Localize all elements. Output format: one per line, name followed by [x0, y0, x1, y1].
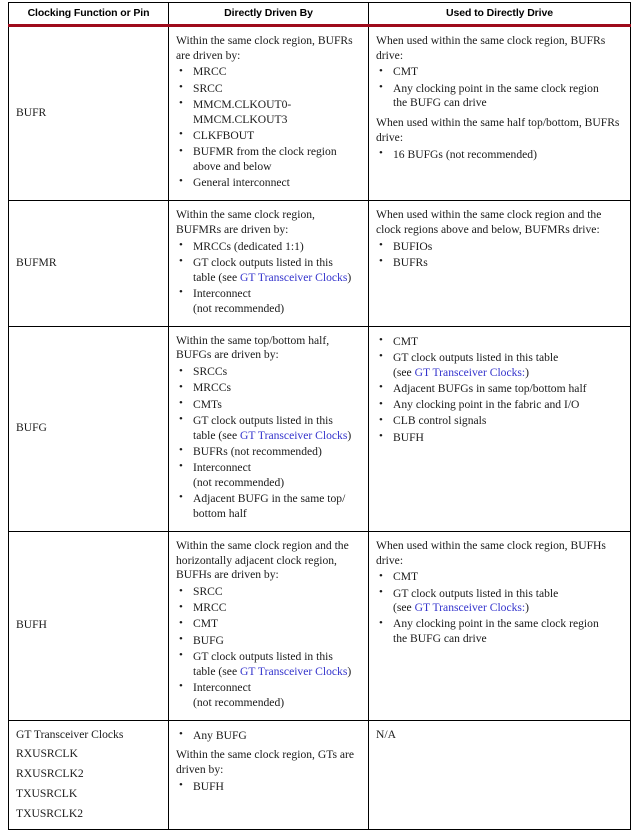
- list-item-text: MRCC: [193, 601, 227, 615]
- bullet-list: [176, 365, 361, 521]
- table-body: [9, 26, 631, 830]
- list-item-continuation-prefix: table (see: [193, 428, 240, 442]
- list-item-continuation: [393, 601, 623, 616]
- list-item: [376, 351, 623, 380]
- list-item-text: SRCC: [193, 81, 223, 95]
- bullet-list: [176, 240, 361, 317]
- list-item-text: Any clocking point in the same clock region: [393, 81, 599, 95]
- list-item: [376, 431, 623, 446]
- list-item-continuation-suffix: ): [525, 601, 530, 615]
- list-item: [176, 492, 361, 521]
- list-item-text: General interconnect: [193, 175, 290, 189]
- list-item: [176, 617, 361, 632]
- list-item: [376, 256, 623, 271]
- list-item: [176, 780, 361, 795]
- cell-intro-text-secondary: When used within the same half top/bottom, BUFRs drive:: [376, 116, 620, 144]
- list-item-text: MRCC: [193, 65, 227, 79]
- cross-reference-link[interactable]: GT Transceiver Clocks: [240, 428, 348, 442]
- list-item-text: CMT: [393, 65, 419, 79]
- list-item: [176, 398, 361, 413]
- list-item: [376, 240, 623, 255]
- row-label: BUFH: [16, 617, 47, 631]
- driven-by-cell: [169, 26, 369, 201]
- list-item-text: CMT: [193, 617, 219, 631]
- table-header-row: [9, 3, 631, 26]
- table-row: [9, 326, 631, 531]
- row-label-pin-rxusrclk2: RXUSRCLK2: [16, 767, 84, 781]
- used-to-drive-cell: [369, 26, 631, 201]
- row-label-pin-txusrclk: TXUSRCLK: [16, 786, 78, 800]
- row-label: BUFG: [16, 420, 47, 434]
- list-item: [176, 176, 361, 191]
- list-item-text: BUFRs (not recommended): [193, 444, 322, 458]
- list-item: [176, 98, 361, 127]
- list-item-continuation-prefix: (see: [393, 601, 415, 615]
- list-item: [176, 240, 361, 255]
- column-header-clocking-function-or-pin: Clocking Function or Pin: [9, 3, 169, 26]
- list-item-text: MMCM.CLKOUT0-: [193, 97, 292, 111]
- list-item-continuation-prefix: table (see: [193, 270, 240, 284]
- bullet-list-secondary: [376, 148, 623, 163]
- list-item: [376, 382, 623, 397]
- list-item-text: GT clock outputs listed in this: [193, 255, 333, 269]
- table-header: [9, 3, 631, 26]
- bullet-list: [376, 570, 623, 647]
- list-item-text: Interconnect: [193, 286, 251, 300]
- bullet-list: [376, 65, 623, 111]
- list-item-continuation-suffix: ): [347, 270, 352, 284]
- list-item: [376, 82, 623, 111]
- list-item-text: 16 BUFGs (not recommended): [393, 147, 537, 161]
- list-item: [176, 287, 361, 316]
- list-item-continuation-prefix: table (see: [193, 664, 240, 678]
- row-label-cell: [9, 201, 169, 327]
- list-item-continuation-suffix: ): [347, 428, 352, 442]
- list-item-text: BUFH: [393, 430, 424, 444]
- used-to-drive-cell: [369, 720, 631, 830]
- list-item: [176, 129, 361, 144]
- list-item-text: MRCCs (dedicated 1:1): [193, 239, 304, 253]
- list-item-continuation: [193, 429, 361, 444]
- list-item-text: BUFIOs: [393, 239, 433, 253]
- table-row: [9, 531, 631, 720]
- cross-reference-link[interactable]: GT Transceiver Clocks:: [414, 365, 526, 379]
- list-item-text: Adjacent BUFG in the same top/: [193, 491, 346, 505]
- list-item-text: GT clock outputs listed in this table: [393, 586, 559, 600]
- cross-reference-link[interactable]: GT Transceiver Clocks: [240, 664, 348, 678]
- list-item: [376, 398, 623, 413]
- cell-intro-text: When used within the same clock region and the clock regions above and below, BUFMRs drive:: [376, 208, 602, 236]
- list-item: [376, 148, 623, 163]
- list-item: [176, 414, 361, 443]
- list-item-text: Any clocking point in the same clock region: [393, 617, 599, 631]
- list-item-continuation: the BUFG can drive: [393, 632, 487, 646]
- list-item-continuation: (not recommended): [193, 695, 285, 709]
- list-item-text: CLB control signals: [393, 414, 487, 428]
- list-item-text: SRCC: [193, 585, 223, 598]
- list-item: [376, 414, 623, 429]
- list-item-continuation: the BUFG can drive: [393, 96, 487, 110]
- cross-reference-link[interactable]: GT Transceiver Clocks: [240, 270, 348, 284]
- list-item: [176, 65, 361, 80]
- row-label-pin-rxusrclk: RXUSRCLK: [16, 747, 78, 761]
- list-item-text: CMTs: [193, 397, 222, 411]
- used-to-drive-cell: [369, 531, 631, 720]
- table-row: [9, 26, 631, 201]
- list-item: [176, 729, 361, 744]
- clocking-resources-table: [8, 2, 631, 830]
- table-row: [9, 720, 631, 830]
- cell-intro-text: When used within the same clock region, BUFHs drive:: [376, 538, 606, 567]
- row-label-pin-txusrclk2: TXUSRCLK2: [16, 806, 83, 820]
- list-item: [176, 256, 361, 285]
- bullet-list: [176, 729, 361, 744]
- list-item-continuation-suffix: ): [525, 365, 530, 379]
- list-item: [176, 145, 361, 174]
- bullet-list: [176, 65, 361, 190]
- column-header-used-to-directly-drive: Used to Directly Drive: [369, 3, 631, 26]
- list-item: [176, 445, 361, 460]
- column-header-directly-driven-by: Directly Driven By: [169, 3, 369, 26]
- bullet-list-secondary: [176, 780, 361, 795]
- bullet-list: [376, 335, 623, 446]
- list-item: [176, 365, 361, 380]
- list-item-text: Interconnect: [193, 460, 251, 474]
- list-item-text: BUFRs: [393, 255, 428, 269]
- row-label-cell: [9, 26, 169, 201]
- list-item-text: GT clock outputs listed in this table: [393, 350, 559, 364]
- list-item: [176, 681, 361, 710]
- driven-by-cell: [169, 326, 369, 531]
- list-item: [376, 587, 623, 616]
- cell-intro-text: Within the same top/bottom half, BUFGs are driven by:: [176, 333, 330, 362]
- cell-intro-text: When used within the same clock region, BUFRs drive:: [376, 34, 606, 62]
- list-item-continuation: [393, 366, 623, 381]
- list-item-text: Interconnect: [193, 680, 251, 694]
- list-item-text: CLKFBOUT: [193, 128, 255, 142]
- list-item-continuation: bottom half: [193, 506, 247, 520]
- row-label: BUFR: [16, 105, 47, 119]
- list-item: [176, 601, 361, 616]
- bullet-list: [376, 240, 623, 271]
- driven-by-cell: [169, 201, 369, 327]
- table-row: [9, 201, 631, 327]
- list-item-continuation: (not recommended): [193, 475, 285, 489]
- list-item: [176, 585, 361, 600]
- cell-intro-text: Within the same clock region, BUFMRs are driven by:: [176, 208, 315, 236]
- list-item: [176, 634, 361, 649]
- list-item: [176, 650, 361, 679]
- cross-reference-link[interactable]: GT Transceiver Clocks:: [414, 601, 526, 615]
- list-item-text: GT clock outputs listed in this: [193, 649, 333, 663]
- list-item-text: MRCCs: [193, 381, 232, 395]
- list-item: [376, 335, 623, 350]
- list-item-continuation: [193, 271, 361, 286]
- list-item: [376, 570, 623, 585]
- list-item: [176, 82, 361, 97]
- row-label: GT Transceiver Clocks: [16, 727, 124, 741]
- list-item: [176, 461, 361, 490]
- list-item-continuation: (not recommended): [193, 301, 285, 315]
- list-item-text: CMT: [393, 334, 419, 348]
- list-item-text: CMT: [393, 570, 419, 584]
- list-item-text: BUFH: [193, 779, 224, 793]
- list-item-text: BUFG: [193, 633, 224, 647]
- list-item-continuation: [193, 665, 361, 680]
- list-item: [176, 381, 361, 396]
- row-label: BUFMR: [16, 255, 57, 269]
- driven-by-cell: [169, 720, 369, 830]
- list-item-text: SRCCs: [193, 365, 228, 379]
- list-item-text: BUFMR from the clock region: [193, 145, 337, 159]
- list-item: [376, 65, 623, 80]
- list-item-text: Any BUFG: [193, 728, 247, 742]
- list-item-text: GT clock outputs listed in this: [193, 413, 333, 427]
- row-label-cell: [9, 720, 169, 830]
- used-to-drive-cell: [369, 326, 631, 531]
- list-item-continuation: MMCM.CLKOUT3: [193, 112, 288, 126]
- list-item-text: Adjacent BUFGs in same top/bottom half: [393, 381, 587, 395]
- row-label-cell: [9, 531, 169, 720]
- row-label-cell: [9, 326, 169, 531]
- cell-intro-text: Within the same clock region, GTs are driven by:: [176, 748, 355, 777]
- list-item: [376, 617, 623, 646]
- list-item-continuation: above and below: [193, 159, 272, 173]
- not-applicable-text: N/A: [376, 727, 396, 741]
- cell-intro-text: Within the same clock region, BUFRs are driven by:: [176, 34, 353, 62]
- used-to-drive-cell: [369, 201, 631, 327]
- list-item-continuation-suffix: ): [347, 664, 352, 678]
- driven-by-cell: [169, 531, 369, 720]
- cell-intro-text: Within the same clock region and the horizontally adjacent clock region, BUFHs are driven by:: [176, 538, 349, 582]
- bullet-list: [176, 585, 361, 710]
- list-item-text: Any clocking point in the fabric and I/O: [393, 398, 580, 412]
- list-item-continuation-prefix: (see: [393, 365, 415, 379]
